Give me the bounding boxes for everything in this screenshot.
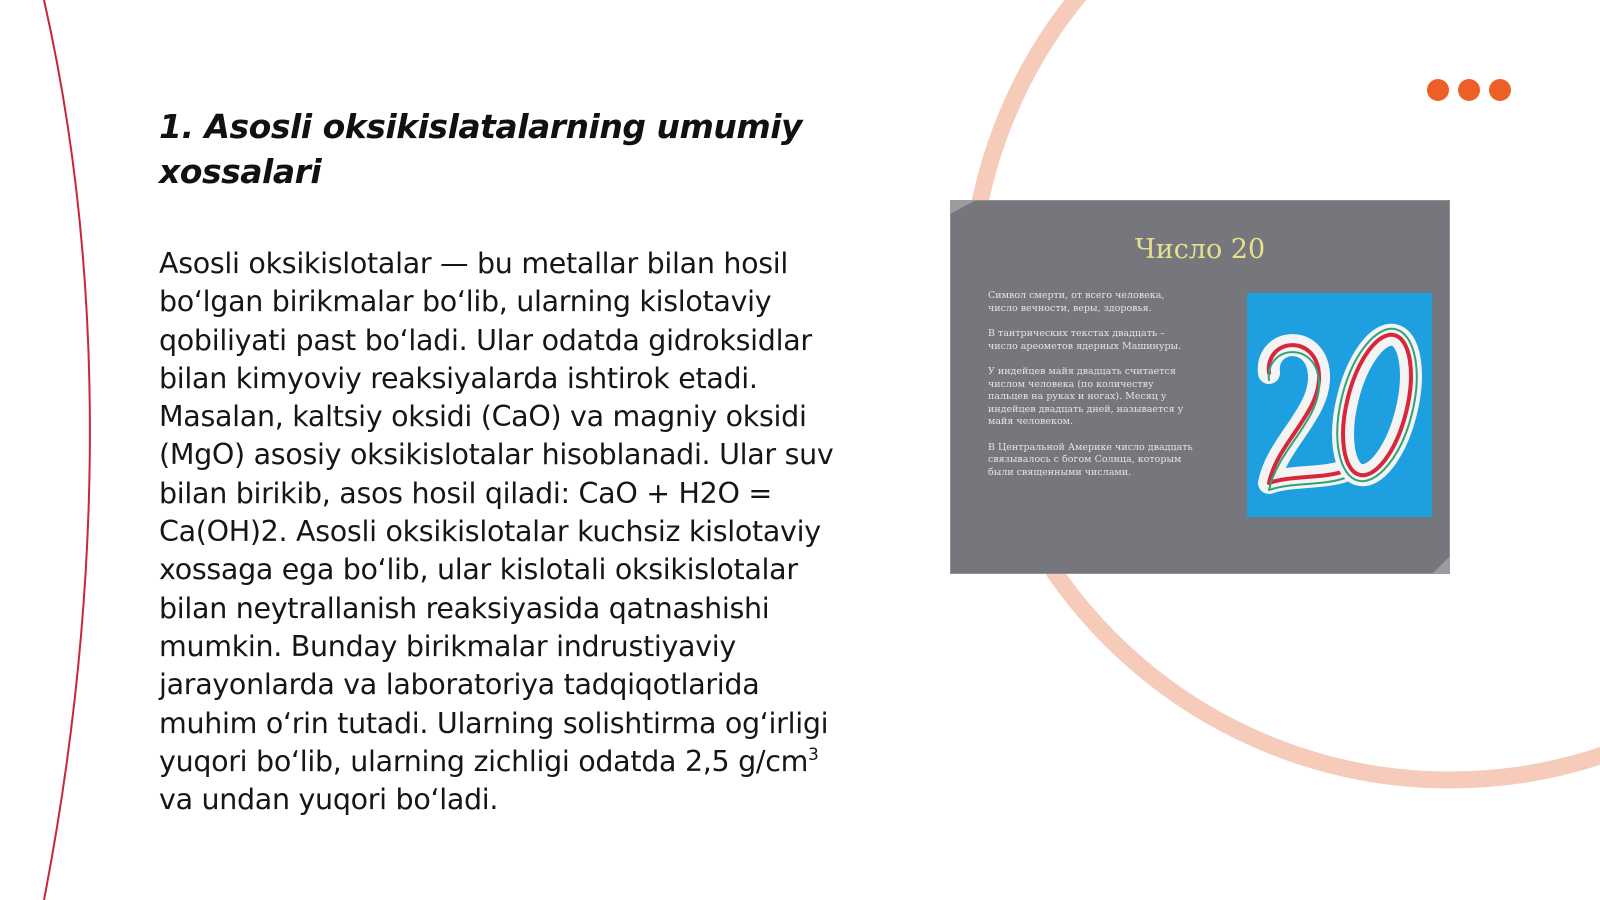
more-dots-icon bbox=[1427, 79, 1511, 101]
embedded-paragraph: В Центральной Америке число двадцать связывалось с богом Солнца, которым были священными числами. bbox=[988, 441, 1193, 478]
superscript-3: 3 bbox=[808, 744, 819, 765]
corner-fold-icon bbox=[950, 200, 976, 214]
embedded-slide-image bbox=[950, 200, 1450, 574]
number-20-icon bbox=[1247, 293, 1432, 517]
embedded-slide-title: Число 20 bbox=[1134, 234, 1266, 265]
slide-title bbox=[159, 104, 879, 194]
dot-2 bbox=[1458, 79, 1480, 101]
slide-body-text bbox=[159, 245, 859, 819]
body-paragraph-end: va undan yuqori boʻladi. bbox=[159, 783, 499, 817]
dot-3 bbox=[1489, 79, 1511, 101]
left-accent-curve bbox=[44, 0, 90, 900]
corner-fold-icon bbox=[1432, 556, 1450, 574]
embedded-paragraph: Символ смерти, от всего человека, число вечности, веры, здоровья. bbox=[988, 290, 1165, 314]
slide-title-line-2: xossalari bbox=[159, 152, 322, 191]
embedded-slide-text bbox=[988, 290, 1193, 492]
embedded-paragraph: У индейцев майя двадцать считается числом человека (по количеству пальцев на руках и ногах). Месяц у индейцев двадцать дней, называется у майя человеком. bbox=[988, 366, 1184, 427]
dot-1 bbox=[1427, 79, 1449, 101]
number-20-picture bbox=[1247, 293, 1432, 517]
body-paragraph: Asosli oksikislotalar — bu metallar bilan hosil boʻlgan birikmalar boʻlib, ularning kislotaviy qobiliyati past boʻladi. Ular odatda gidroksidlar bilan kimyoviy reaksiyalarda ishtirok etadi. Masalan, kaltsiy oksidi (CaO) va magniy oksidi (MgO) asosiy oksikislotalar hisoblanadi. Ular suv bilan birikib, asos hosil qiladi: CaO + H2O = Ca(OH)2. Asosli oksikislotalar kuchsiz kislotaviy xossaga ega boʻlib, ular kislotali oksikislotalar bilan neytrallanish reaksiyasida qatnashishi mumkin. Bunday birikmalar indrustiyaviy jarayonlarda va laboratoriya tadqiqotlarida muhim oʻrin tutadi. Ularning solishtirma ogʻirligi yuqori boʻlib, ularning zichligi odatda 2,5 g/cm bbox=[159, 247, 834, 778]
slide-title-line-1: 1. Asosli oksikislatalarning umumiy bbox=[159, 107, 803, 146]
embedded-paragraph: В тантрических текстах двадцать – число ареометов ядерных Машинуры. bbox=[988, 328, 1182, 352]
